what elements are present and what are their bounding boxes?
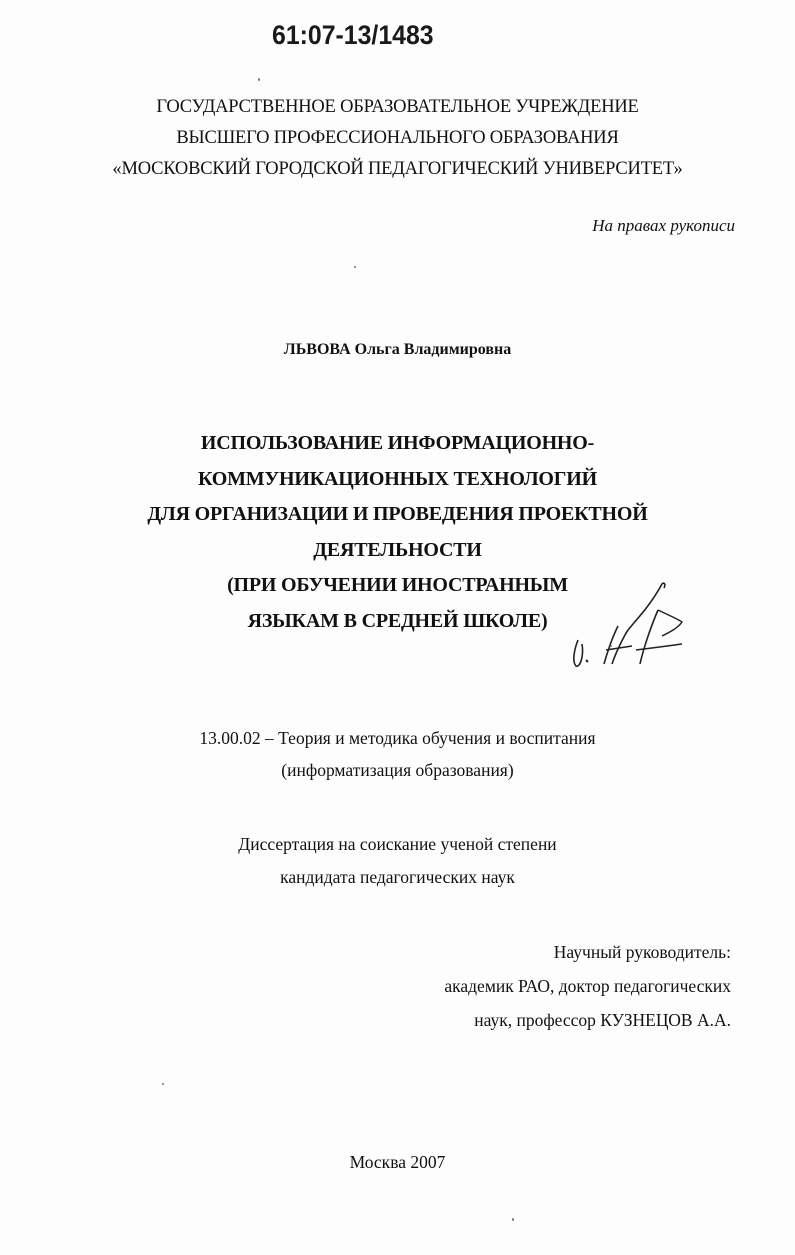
scan-speck [354,266,356,268]
degree-line: Диссертация на соискание ученой степени [238,834,557,854]
title-line: ДЕЯТЕЛЬНОСТИ [313,538,482,561]
institution-line: «МОСКОВСКИЙ ГОРОДСКОЙ ПЕДАГОГИЧЕСКИЙ УНИВЕРСИТЕТ» [112,159,683,179]
specialty-line: (информатизация образования) [281,760,514,780]
supervisor-line: академик РАО, доктор педагогических [444,976,731,996]
scan-speck [610,645,612,647]
scan-speck [162,1083,164,1085]
title-line: (ПРИ ОБУЧЕНИИ ИНОСТРАННЫМ [227,574,568,596]
city-year: Москва 2007 [349,1152,446,1172]
handwritten-signature [566,580,686,672]
author-name: ЛЬВОВА Ольга Владимировна [283,341,512,358]
institution-header [0,92,795,185]
degree-statement [0,828,795,894]
title-line: ЯЗЫКАМ В СРЕДНЕЙ ШКОЛЕ) [247,609,548,632]
title-line: ДЛЯ ОРГАНИЗАЦИИ И ПРОВЕДЕНИЯ ПРОЕКТНОЙ [147,503,648,525]
manuscript-rights-note: На правах рукописи [592,216,735,235]
scientific-supervisor [444,935,731,1037]
archive-stamp-code: 61:07-13/1483 [272,20,434,50]
specialty-code [0,722,795,786]
supervisor-line: Научный руководитель: [553,942,731,962]
specialty-line: 13.00.02 – Теория и методика обучения и воспитания [199,728,596,748]
scan-speck [512,1218,514,1221]
scan-speck [258,78,260,81]
institution-line: ГОСУДАРСТВЕННОЕ ОБРАЗОВАТЕЛЬНОЕ УЧРЕЖДЕНИЕ [156,97,639,117]
degree-line: кандидата педагогических наук [280,867,515,887]
title-line: КОММУНИКАЦИОННЫХ ТЕХНОЛОГИЙ [197,467,598,490]
title-line: ИСПОЛЬЗОВАНИЕ ИНФОРМАЦИОННО- [200,432,595,454]
institution-line: ВЫСШЕГО ПРОФЕССИОНАЛЬНОГО ОБРАЗОВАНИЯ [176,128,619,148]
supervisor-line: наук, профессор КУЗНЕЦОВ А.А. [474,1010,731,1030]
